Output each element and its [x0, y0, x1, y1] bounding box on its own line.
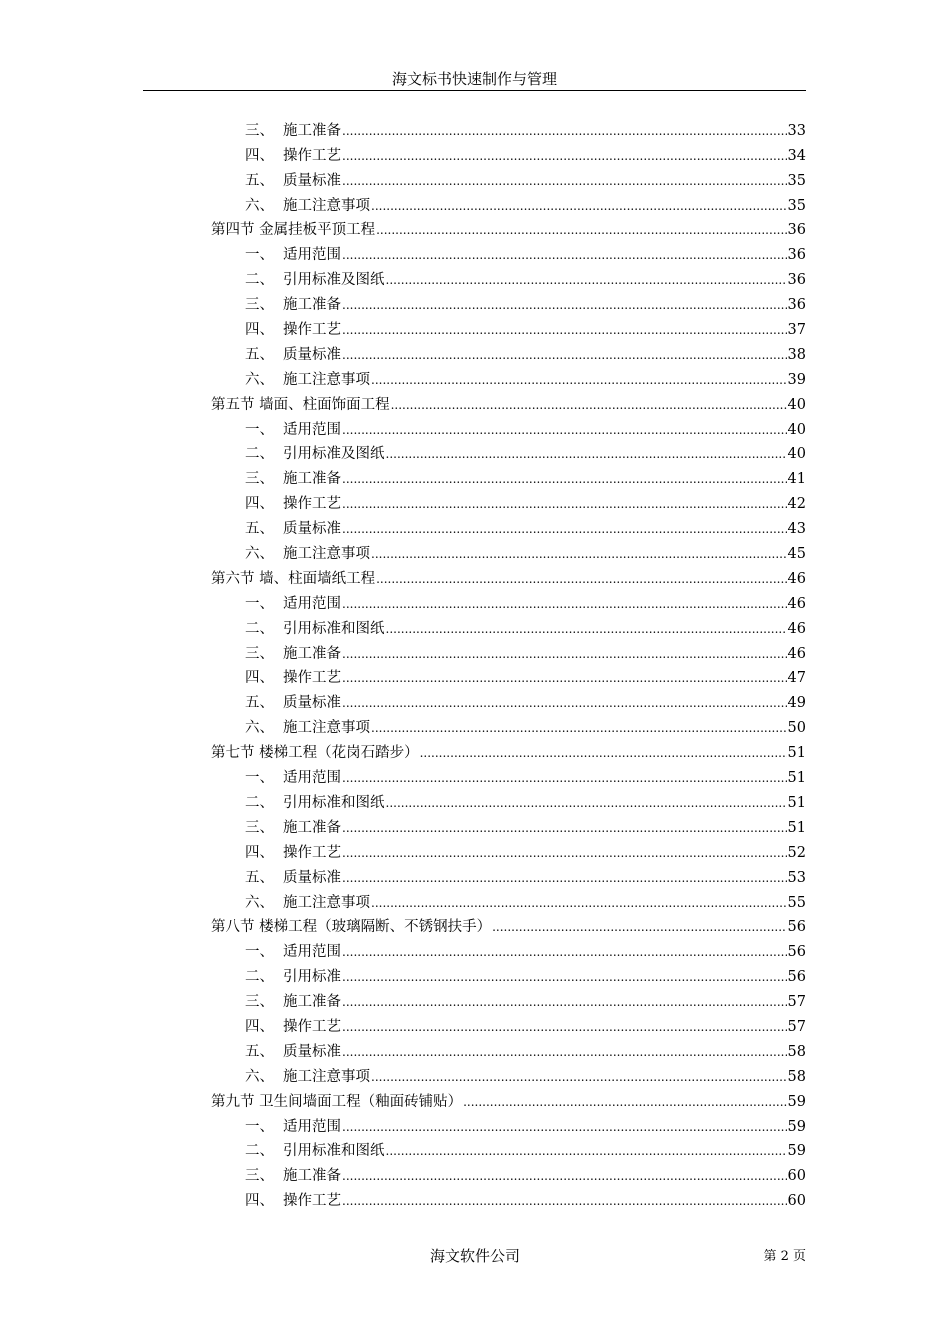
toc-entry[interactable]: [211, 141, 806, 166]
toc-entry-number: 五、: [245, 172, 274, 189]
toc-entry-title: 引用标准和图纸: [283, 794, 385, 811]
toc-entry-page: 58: [787, 1043, 806, 1060]
toc-entry-title: 施工准备: [283, 994, 341, 1011]
toc-entry-title: 适用范围: [283, 247, 341, 264]
toc-entry[interactable]: [211, 664, 806, 689]
toc-entry-title: 适用范围: [283, 421, 341, 438]
toc-leader-dots: [386, 444, 787, 464]
toc-entry-page: 34: [787, 147, 806, 164]
toc-entry-number: 四、: [245, 147, 274, 164]
toc-entry-title: 引用标准及图纸: [283, 446, 385, 463]
toc-entry[interactable]: [211, 1186, 806, 1211]
toc-leader-dots: [342, 1191, 787, 1211]
toc-entry-title: 施工注意事项: [283, 371, 370, 388]
toc-entry-number: 五、: [245, 695, 274, 712]
toc-leader-dots: [386, 1141, 787, 1161]
toc-entry-page: 46: [787, 645, 806, 662]
toc-entry-title: 操作工艺: [283, 1193, 341, 1210]
toc-entry-number: 一、: [245, 421, 274, 438]
toc-entry-page: 57: [787, 994, 806, 1011]
toc-entry-number: 四、: [245, 670, 274, 687]
toc-entry-page: 42: [787, 496, 806, 513]
toc-entry-number: 五、: [245, 521, 274, 538]
toc-entry[interactable]: [211, 415, 806, 440]
toc-entry-page: 46: [787, 570, 806, 587]
toc-entry-title: 第六节 墙、柱面墙纸工程: [211, 570, 376, 587]
toc-leader-dots: [371, 718, 787, 738]
footer-page-number: 第 2 页: [763, 1249, 806, 1264]
toc-entry[interactable]: [211, 1161, 806, 1186]
toc-leader-dots: [342, 1042, 787, 1062]
toc-leader-dots: [463, 1092, 786, 1112]
toc-entry-page: 59: [787, 1093, 806, 1110]
toc-entry-number: 四、: [245, 496, 274, 513]
toc-leader-dots: [342, 245, 787, 265]
toc-entry[interactable]: [211, 639, 806, 664]
toc-entry-title: 质量标准: [283, 695, 341, 712]
toc-leader-dots: [342, 494, 787, 514]
toc-entry-title: 施工准备: [283, 297, 341, 314]
toc-entry-title: 第四节 金属挂板平顶工程: [211, 222, 376, 239]
toc-entry[interactable]: [211, 265, 806, 290]
toc-entry[interactable]: [211, 863, 806, 888]
toc-entry-title: 引用标准及图纸: [283, 272, 385, 289]
toc-entry-page: 35: [787, 172, 806, 189]
toc-entry-page: 50: [787, 720, 806, 737]
toc-entry-page: 51: [787, 794, 806, 811]
toc-leader-dots: [342, 1017, 787, 1037]
toc-entry[interactable]: [211, 888, 806, 913]
toc-entry-number: 二、: [245, 969, 274, 986]
toc-entry-title: 适用范围: [283, 595, 341, 612]
toc-entry[interactable]: [211, 962, 806, 987]
toc-entry-title: 适用范围: [283, 944, 341, 961]
toc-entry[interactable]: [211, 564, 806, 589]
toc-entry-page: 33: [787, 122, 806, 139]
toc-entry[interactable]: [211, 614, 806, 639]
toc-entry-page: 58: [787, 1068, 806, 1085]
toc-entry-page: 36: [787, 272, 806, 289]
toc-entry-number: 四、: [245, 844, 274, 861]
toc-entry[interactable]: [211, 116, 806, 141]
toc-entry-title: 质量标准: [283, 346, 341, 363]
toc-entry-title: 质量标准: [283, 869, 341, 886]
toc-entry-page: 37: [787, 322, 806, 339]
toc-entry-page: 51: [787, 819, 806, 836]
toc-entry-title: 施工准备: [283, 645, 341, 662]
toc-entry-page: 41: [787, 471, 806, 488]
toc-entry-title: 适用范围: [283, 770, 341, 787]
toc-leader-dots: [386, 793, 787, 813]
toc-entry[interactable]: [211, 813, 806, 838]
toc-entry-title: 第五节 墙面、柱面饰面工程: [211, 396, 390, 413]
toc-entry-title: 第七节 楼梯工程（花岗石踏步）: [211, 745, 419, 762]
toc-entry-number: 六、: [245, 197, 274, 214]
toc-entry[interactable]: [211, 987, 806, 1012]
toc-leader-dots: [342, 171, 787, 191]
toc-entry[interactable]: [211, 937, 806, 962]
toc-entry-page: 39: [787, 371, 806, 388]
toc-leader-dots: [342, 818, 787, 838]
toc-entry-title: 施工准备: [283, 471, 341, 488]
toc-leader-dots: [386, 619, 787, 639]
toc-entry[interactable]: [211, 589, 806, 614]
toc-entry-number: 一、: [245, 595, 274, 612]
toc-entry-title: 操作工艺: [283, 322, 341, 339]
toc-entry[interactable]: [211, 1137, 806, 1162]
toc-leader-dots: [342, 967, 787, 987]
toc-entry-title: 质量标准: [283, 521, 341, 538]
toc-leader-dots: [342, 843, 787, 863]
toc-leader-dots: [371, 196, 787, 216]
toc-entry-number: 一、: [245, 770, 274, 787]
toc-entry-title: 施工注意事项: [283, 720, 370, 737]
toc-entry-number: 三、: [245, 645, 274, 662]
toc-leader-dots: [342, 868, 787, 888]
toc-leader-dots: [371, 544, 787, 564]
toc-entry-page: 36: [787, 222, 806, 239]
toc-leader-dots: [391, 395, 787, 415]
toc-leader-dots: [342, 420, 787, 440]
toc-entry[interactable]: [211, 464, 806, 489]
toc-entry-page: 56: [787, 944, 806, 961]
toc-entry-title: 施工准备: [283, 122, 341, 139]
toc-leader-dots: [342, 1117, 787, 1137]
toc-leader-dots: [342, 146, 787, 166]
toc-entry-page: 35: [787, 197, 806, 214]
toc-entry-page: 36: [787, 247, 806, 264]
toc-entry-page: 46: [787, 620, 806, 637]
toc-entry-title: 操作工艺: [283, 1018, 341, 1035]
toc-entry[interactable]: [211, 315, 806, 340]
toc-entry-title: 操作工艺: [283, 496, 341, 513]
toc-entry-number: 三、: [245, 819, 274, 836]
toc-leader-dots: [342, 992, 787, 1012]
toc-entry-page: 51: [787, 770, 806, 787]
toc-leader-dots: [342, 668, 787, 688]
toc-entry-number: 六、: [245, 371, 274, 388]
toc-entry-page: 56: [787, 919, 806, 936]
toc-entry-title: 施工注意事项: [283, 546, 370, 563]
toc-entry-number: 三、: [245, 1168, 274, 1185]
toc-entry-page: 43: [787, 521, 806, 538]
toc-entry-number: 三、: [245, 297, 274, 314]
toc-entry-number: 三、: [245, 994, 274, 1011]
toc-entry-title: 操作工艺: [283, 147, 341, 164]
toc-entry-number: 二、: [245, 794, 274, 811]
toc-entry[interactable]: [211, 240, 806, 265]
toc-entry-page: 40: [787, 421, 806, 438]
toc-leader-dots: [342, 644, 787, 664]
toc-entry-title: 第八节 楼梯工程（玻璃隔断、不锈钢扶手）: [211, 919, 492, 936]
toc-entry[interactable]: [211, 365, 806, 390]
toc-entry[interactable]: [211, 838, 806, 863]
toc-entry-number: 六、: [245, 546, 274, 563]
toc-entry-number: 四、: [245, 322, 274, 339]
toc-entry-page: 36: [787, 297, 806, 314]
toc-entry[interactable]: [211, 1087, 806, 1112]
toc-entry-title: 施工注意事项: [283, 197, 370, 214]
toc-entry-page: 55: [787, 894, 806, 911]
toc-entry[interactable]: [211, 340, 806, 365]
toc-entry-page: 57: [787, 1018, 806, 1035]
toc-entry-number: 五、: [245, 346, 274, 363]
toc-leader-dots: [371, 893, 787, 913]
toc-leader-dots: [371, 370, 787, 390]
toc-leader-dots: [342, 768, 787, 788]
toc-entry-number: 四、: [245, 1193, 274, 1210]
toc-entry[interactable]: [211, 514, 806, 539]
toc-leader-dots: [342, 320, 787, 340]
toc-entry[interactable]: [211, 788, 806, 813]
toc-entry-number: 五、: [245, 869, 274, 886]
toc-leader-dots: [342, 345, 787, 365]
toc-entry-number: 二、: [245, 620, 274, 637]
toc-leader-dots: [342, 1166, 787, 1186]
page-header: [143, 68, 806, 91]
toc-leader-dots: [342, 519, 787, 539]
toc-entry[interactable]: [211, 688, 806, 713]
toc-entry-title: 操作工艺: [283, 670, 341, 687]
toc-entry-number: 一、: [245, 247, 274, 264]
toc-entry-number: 三、: [245, 471, 274, 488]
toc-entry-page: 60: [787, 1168, 806, 1185]
toc-entry[interactable]: [211, 539, 806, 564]
toc-leader-dots: [376, 569, 786, 589]
toc-entry-title: 引用标准: [283, 969, 341, 986]
toc-entry-number: 二、: [245, 446, 274, 463]
toc-entry[interactable]: [211, 1112, 806, 1137]
toc-entry-number: 四、: [245, 1018, 274, 1035]
toc-entry[interactable]: [211, 166, 806, 191]
toc-entry-title: 施工注意事项: [283, 1068, 370, 1085]
toc-entry[interactable]: [211, 290, 806, 315]
toc-entry[interactable]: [211, 913, 806, 938]
toc-entry-number: 二、: [245, 1143, 274, 1160]
toc-leader-dots: [492, 917, 786, 937]
toc-entry[interactable]: [211, 1062, 806, 1087]
toc-entry[interactable]: [211, 763, 806, 788]
toc-entry-title: 施工注意事项: [283, 894, 370, 911]
toc-entry-page: 47: [787, 670, 806, 687]
toc-entry-page: 60: [787, 1193, 806, 1210]
toc-entry-title: 适用范围: [283, 1118, 341, 1135]
toc-entry-page: 40: [787, 446, 806, 463]
toc-entry-number: 三、: [245, 122, 274, 139]
toc-entry-number: 二、: [245, 272, 274, 289]
toc-entry-page: 51: [787, 745, 806, 762]
toc-leader-dots: [342, 693, 787, 713]
toc-entry-page: 59: [787, 1118, 806, 1135]
header-title: 海文标书快速制作与管理: [391, 70, 557, 88]
toc-entry-title: 引用标准和图纸: [283, 620, 385, 637]
toc-entry-number: 一、: [245, 944, 274, 961]
toc-leader-dots: [376, 220, 786, 240]
toc-entry[interactable]: [211, 440, 806, 465]
toc-entry[interactable]: [211, 738, 806, 763]
toc-leader-dots: [386, 270, 787, 290]
toc-entry-page: 49: [787, 695, 806, 712]
toc-entry-page: 53: [787, 869, 806, 886]
toc-entry-number: 五、: [245, 1043, 274, 1060]
toc-entry-title: 施工准备: [283, 1168, 341, 1185]
toc-leader-dots: [342, 469, 787, 489]
toc-leader-dots: [371, 1067, 787, 1087]
toc-entry[interactable]: [211, 216, 806, 241]
footer-company: 海文软件公司: [429, 1247, 520, 1265]
toc-entry-page: 52: [787, 844, 806, 861]
toc-leader-dots: [420, 743, 787, 763]
toc-entry[interactable]: [211, 489, 806, 514]
toc-entry-page: 38: [787, 346, 806, 363]
toc-entry-number: 六、: [245, 1068, 274, 1085]
toc-entry-page: 40: [787, 396, 806, 413]
toc-entry-title: 施工准备: [283, 819, 341, 836]
table-of-contents: [211, 116, 806, 1211]
toc-leader-dots: [342, 942, 787, 962]
toc-leader-dots: [342, 594, 787, 614]
toc-entry[interactable]: [211, 1037, 806, 1062]
toc-entry[interactable]: [211, 191, 806, 216]
toc-entry-page: 56: [787, 969, 806, 986]
toc-entry-title: 质量标准: [283, 172, 341, 189]
toc-entry-page: 45: [787, 546, 806, 563]
toc-leader-dots: [342, 121, 787, 141]
toc-leader-dots: [342, 295, 787, 315]
toc-entry-number: 六、: [245, 894, 274, 911]
toc-entry-title: 引用标准和图纸: [283, 1143, 385, 1160]
toc-entry-page: 59: [787, 1143, 806, 1160]
toc-entry[interactable]: [211, 390, 806, 415]
toc-entry-page: 46: [787, 595, 806, 612]
toc-entry-title: 第九节 卫生间墙面工程（釉面砖铺贴）: [211, 1093, 463, 1110]
toc-entry-title: 操作工艺: [283, 844, 341, 861]
toc-entry[interactable]: [211, 713, 806, 738]
toc-entry-number: 六、: [245, 720, 274, 737]
toc-entry-number: 一、: [245, 1118, 274, 1135]
toc-entry[interactable]: [211, 1012, 806, 1037]
toc-entry-title: 质量标准: [283, 1043, 341, 1060]
